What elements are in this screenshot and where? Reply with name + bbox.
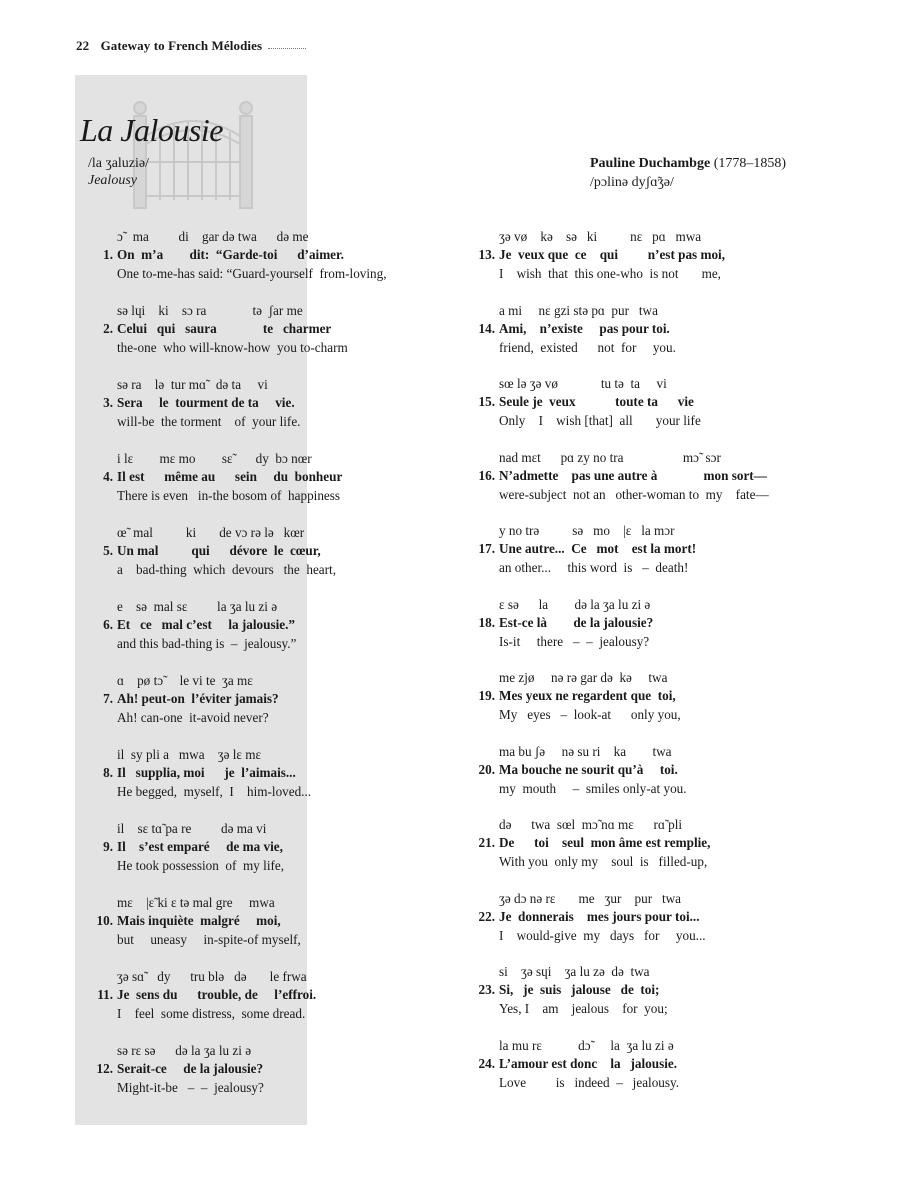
line-number: 19. [478,688,495,703]
line-number: 7. [103,691,113,706]
line-number: 12. [96,1061,113,1076]
line-number: 15. [478,394,495,409]
translation-line: I wish that this one-who is not me, [499,266,721,281]
ipa-line: e sə mal sɛ la ʒa lu zi ə [117,599,278,614]
lyric-line [462,1036,842,1110]
translation-line: an other... this word is – death! [499,560,689,575]
line-number: 13. [478,247,495,262]
lyric-line [80,375,460,449]
lyric-line [462,521,842,595]
composer-dates: (1778–1858) [713,156,787,171]
ipa-line: ɔ̃ ma di gar də twa də me [117,229,309,244]
translation-line: Might-it-be – – jealousy? [117,1080,264,1095]
composer-name: Pauline Duchambge [590,156,711,171]
french-line: Mais inquiète malgré moi, [117,913,281,928]
ipa-line: nad mɛt pɑ zy no tra mɔ̃ sɔr [499,449,721,465]
page-number: 22 [76,38,90,53]
line-number: 6. [103,617,113,632]
french-line: N’admette pas une autre à mon sort— [499,467,767,483]
ipa-line: si ʒə sɥi ʒa lu zə də twa [499,964,650,979]
song-title: La Jalousie [80,112,223,148]
book-title: Gateway to French Mélodies [100,38,263,53]
lyric-line [462,815,842,889]
lyric-line [462,448,842,522]
ipa-line: ma bu ʃə nə su ri ka twa [499,743,672,759]
translation-line: Love is indeed – jealousy. [499,1074,680,1090]
french-line: Est-ce là de la jalousie? [499,614,654,630]
translation-line: He begged, myself, I him-loved... [117,784,312,799]
line-number: 24. [478,1055,495,1071]
translation-line: One to-me-has said: “Guard-yourself from-loving, [117,266,387,281]
lyric-line [80,227,460,301]
composer-ipa: /pɔlinə dyʃɑ̃ʒə/ [590,175,674,190]
french-line: Ma bouche ne sourit qu’à toi. [499,761,678,777]
translation-line: Yes, I am jealous for you; [499,1001,668,1016]
running-header [76,38,262,54]
lyric-line [80,967,460,1041]
lyric-line [462,668,842,742]
ipa-line: mɛ |ɛ̃ ki ɛ tə mal gre mwa [117,895,275,910]
french-line: Il s’est emparé de ma vie, [117,839,283,854]
translation-line: my mouth – smiles only-at you. [499,780,687,796]
lyric-line [80,819,460,893]
lyric-line [462,962,842,1036]
ipa-line: il sɛ tɑ̃ pa re də ma vi [117,821,267,836]
translation-line: were-subject not an other-woman to my fate— [499,486,769,502]
lyric-line [462,227,842,301]
line-number: 23. [478,982,495,997]
line-number: 20. [478,761,495,777]
line-number: 17. [478,541,495,556]
french-line: Serait-ce de la jalousie? [117,1061,264,1076]
song-title-english: Jealousy [88,173,137,188]
french-line: Ami, n’existe pas pour toi. [499,320,670,336]
french-line: Il est même au sein du bonheur [117,469,343,484]
translation-line: With you only my soul is filled-up, [499,854,708,869]
ipa-line: ʒə sɑ̃ dy tru blə də le frwa [117,969,307,984]
line-number: 10. [96,913,113,928]
lyric-line [80,301,460,375]
french-line: L’amour est donc la jalousie. [499,1055,678,1071]
french-line: Celui qui saura te charmer [117,321,332,336]
lyric-line [80,1041,460,1115]
french-line: On m’a dit: “Garde-toi d’aimer. [117,247,344,262]
ipa-line: me zjø nə rə gar də kə twa [499,670,668,685]
ipa-line: ʒə vø kə sə ki nɛ pɑ mwa [499,229,702,244]
ipa-line: ʒə dɔ nə rɛ me ʒur pur twa [499,890,682,906]
line-number: 1. [103,247,113,262]
line-number: 11. [97,987,113,1002]
ipa-line: də twa sœl mɔ̃ nɑ mɛ rɑ̃ pli [499,817,683,832]
translation-line: friend, existed not for you. [499,339,676,355]
french-line: Et ce mal c’est la jalousie.” [117,617,295,632]
ipa-line: sə lɥi ki sɔ ra tə ʃar me [117,303,303,318]
line-number: 16. [478,467,495,483]
translation-line: will-be the torment of your life. [117,414,301,429]
lyric-line [80,893,460,967]
french-line: Seule je veux toute ta vie [499,394,694,409]
line-number: 5. [103,543,113,558]
translation-line: a bad-thing which devours the heart, [117,562,336,577]
line-number: 14. [478,320,495,336]
french-line: Je sens du trouble, de l’effroi. [117,987,317,1002]
lyric-line [80,523,460,597]
line-number: 9. [103,839,113,854]
ipa-line: a mi nɛ gzi stə pɑ pur twa [499,302,658,318]
translation-line: I would-give my days for you... [499,927,706,943]
ipa-line: y no trə sə mo |ɛ la mɔr [499,523,675,538]
french-line: Sera le tourment de ta vie. [117,395,295,410]
line-number: 21. [478,835,495,850]
lyric-line [462,595,842,669]
lyric-line [462,889,842,963]
lyric-line [462,374,842,448]
lyrics-column-right [462,227,842,1109]
french-line: Ah! peut-on l’éviter jamais? [117,691,279,706]
lyric-line [80,597,460,671]
line-number: 22. [478,908,495,924]
ipa-line: i lɛ mɛ mo sɛ̃ dy bɔ nœr [117,451,312,466]
ipa-line: ɛ sə la də la ʒa lu zi ə [499,596,651,612]
gate-illustration [130,92,256,210]
composer [590,156,786,172]
french-line: Un mal qui dévore le cœur, [117,543,321,558]
header-rule [268,48,306,49]
translation-line: My eyes – look-at only you, [499,707,681,722]
lyric-line [80,449,460,523]
line-number: 18. [478,614,495,630]
translation-line: Ah! can-one it-avoid never? [117,710,269,725]
ipa-line: la mu rɛ dɔ̃ la ʒa lu zi ə [499,1037,674,1053]
french-line: Je veux que ce qui n’est pas moi, [499,247,726,262]
french-line: Mes yeux ne regardent que toi, [499,688,676,703]
french-line: Une autre... Ce mot est la mort! [499,541,697,556]
ipa-line: ɑ pø tɔ̃ le vi te ʒa mɛ [117,673,253,688]
line-number: 4. [103,469,113,484]
translation-line: I feel some distress, some dread. [117,1006,306,1021]
lyric-line [80,745,460,819]
song-title-ipa: /la ʒaluziə/ [88,156,150,171]
translation-line: There is even in-the bosom of happiness [117,488,341,503]
translation-line: He took possession of my life, [117,858,285,873]
line-number: 2. [103,321,113,336]
ipa-line: sə rɛ sə də la ʒa lu zi ə [117,1043,252,1058]
ipa-line: sœ lə ʒə vø tu tə ta vi [499,376,667,391]
french-line: Il supplia, moi je l’aimais... [117,765,296,780]
translation-line: the-one who will-know-how you to-charm [117,340,348,355]
lyric-line [462,742,842,816]
ipa-line: sə ra lə tur mɑ̃ də ta vi [117,377,268,392]
french-line: De toi seul mon âme est remplie, [499,835,711,850]
line-number: 8. [103,765,113,780]
lyric-line [80,671,460,745]
french-line: Je donnerais mes jours pour toi... [499,908,700,924]
ipa-line: œ̃ mal ki de vɔ rə lə kœr [117,525,305,540]
translation-line: Only I wish [that] all your life [499,413,701,428]
ipa-line: il sy pli a mwa ʒə lɛ mɛ [117,747,262,762]
french-line: Si, je suis jalouse de toi; [499,982,660,997]
translation-line: but uneasy in-spite-of myself, [117,932,301,947]
translation-line: Is-it there – – jealousy? [499,633,650,649]
lyrics-column-left [80,227,460,1115]
line-number: 3. [103,395,113,410]
translation-line: and this bad-thing is – jealousy.” [117,636,297,651]
lyric-line [462,301,842,375]
